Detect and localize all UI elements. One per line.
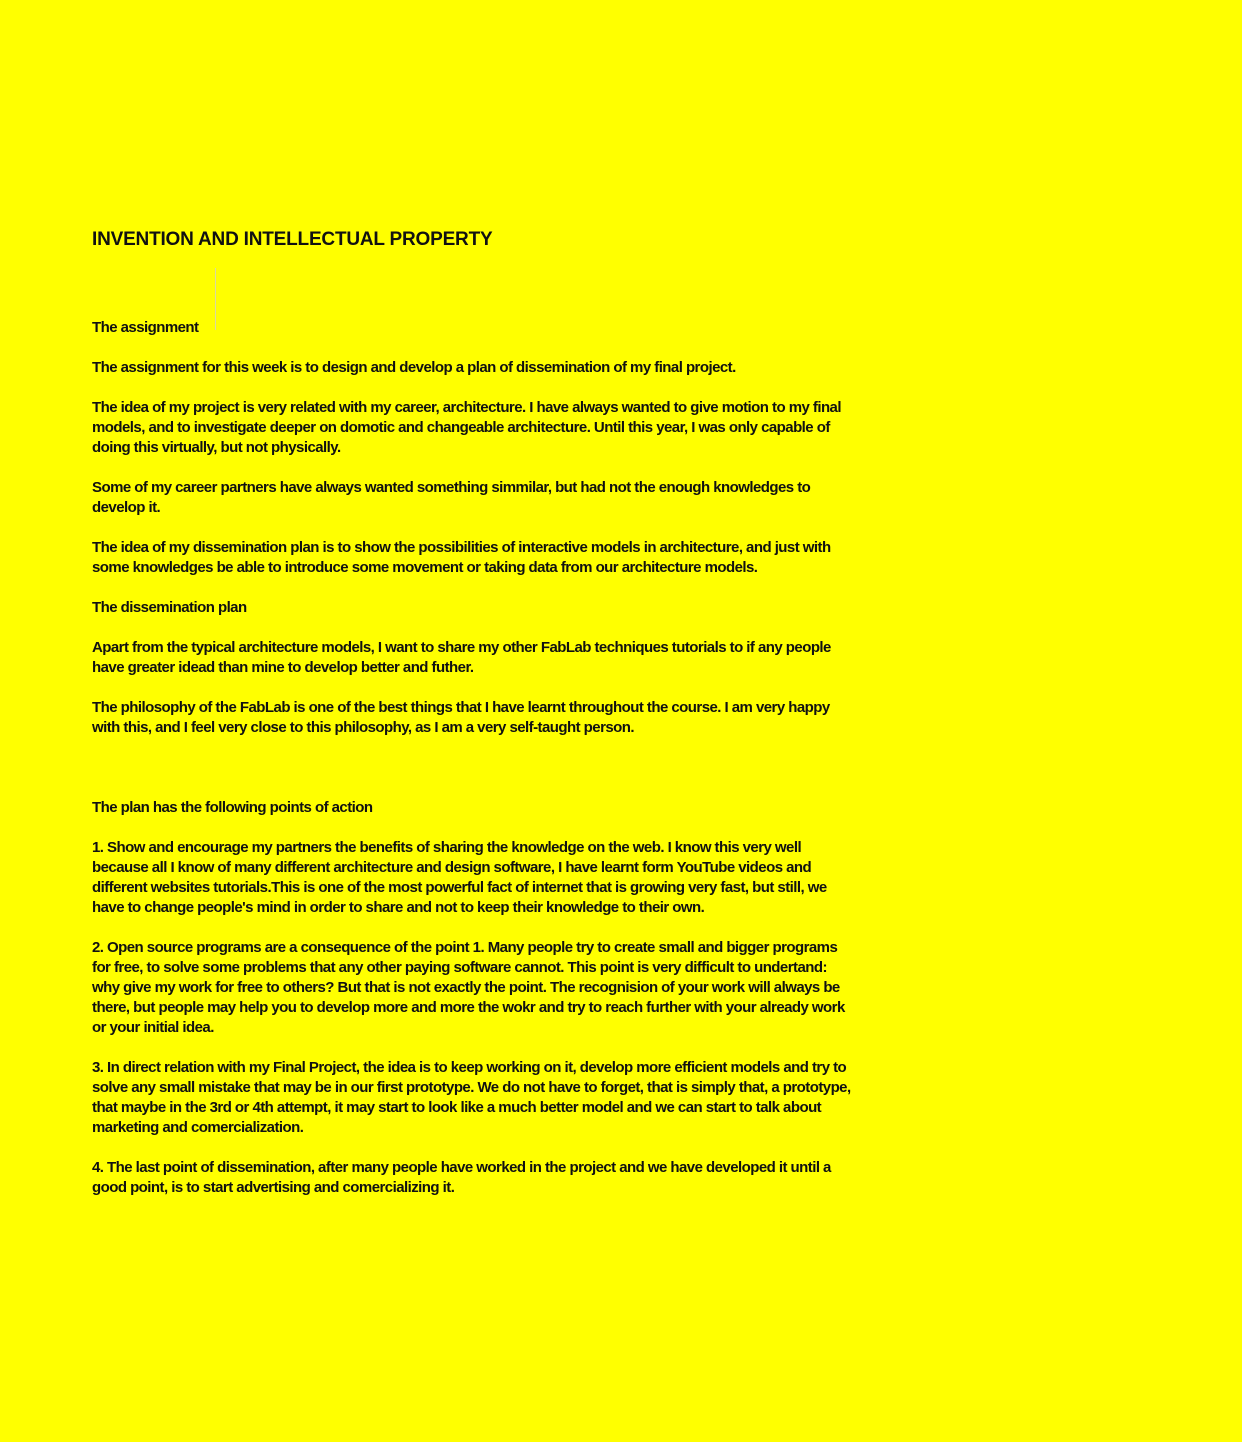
document-body bbox=[92, 318, 852, 1218]
action-point-2: 2. Open source programs are a consequence of the point 1. Many people try to create small and bigger programs for free, to solve some problems that any other paying software cannot. This point is very difficult to undertand: why give my work for free to others? But that is not exactly the point. The recognision of your work will always be there, but people may help you to develop more and more the wokr and try to reach further with your already work or your initial idea. bbox=[92, 939, 845, 1036]
page-title: INVENTION AND INTELLECTUAL PROPERTY bbox=[92, 229, 493, 250]
dissemination-idea-paragraph: The idea of my dissemination plan is to show the possibilities of interactive models in architecture, and just with some knowledges be able to introduce some movement or taking data from our architecture models. bbox=[92, 539, 831, 576]
assignment-heading: The assignment bbox=[92, 319, 199, 336]
assignment-paragraph: The assignment for this week is to design and develop a plan of dissemination of my final project. bbox=[92, 359, 736, 376]
points-of-action-heading: The plan has the following points of action bbox=[92, 799, 373, 816]
project-idea-paragraph: The idea of my project is very related with my career, architecture. I have always wanted to give motion to my final models, and to investigate deeper on domotic and changeable architecture. Until this year, I was only capable of doing this virtually, but not physically. bbox=[92, 399, 841, 456]
action-point-1: 1. Show and encourage my partners the benefits of sharing the knowledge on the web. I know this very well because all I know of many different architecture and design software, I have learnt form YouTube videos and different websites tutorials.This is one of the most powerful fact of internet that is growing very fast, but still, we have to change people's mind in order to share and not to keep their knowledge to their own. bbox=[92, 839, 827, 916]
dissemination-plan-heading: The dissemination plan bbox=[92, 599, 247, 616]
fablab-tutorials-paragraph: Apart from the typical architecture models, I want to share my other FabLab techniques tutorials to if any people have greater idead than mine to develop better and futher. bbox=[92, 639, 831, 676]
action-point-3: 3. In direct relation with my Final Project, the idea is to keep working on it, develop more efficient models and try to solve any small mistake that may be in our first prototype. We do not have to forget, that is simply that, a prototype, that maybe in the 3rd or 4th attempt, it may start to look like a much better model and we can start to talk about marketing and comercialization. bbox=[92, 1059, 851, 1136]
fablab-philosophy-paragraph: The philosophy of the FabLab is one of the best things that I have learnt throughout the course. I am very happy with this, and I feel very close to this philosophy, as I am a very self-taught person. bbox=[92, 699, 830, 736]
action-point-4: 4. The last point of dissemination, after many people have worked in the project and we have developed it until a good point, is to start advertising and comercializing it. bbox=[92, 1159, 831, 1196]
career-partners-paragraph: Some of my career partners have always wanted something simmilar, but had not the enough knowledges to develop it. bbox=[92, 479, 811, 516]
